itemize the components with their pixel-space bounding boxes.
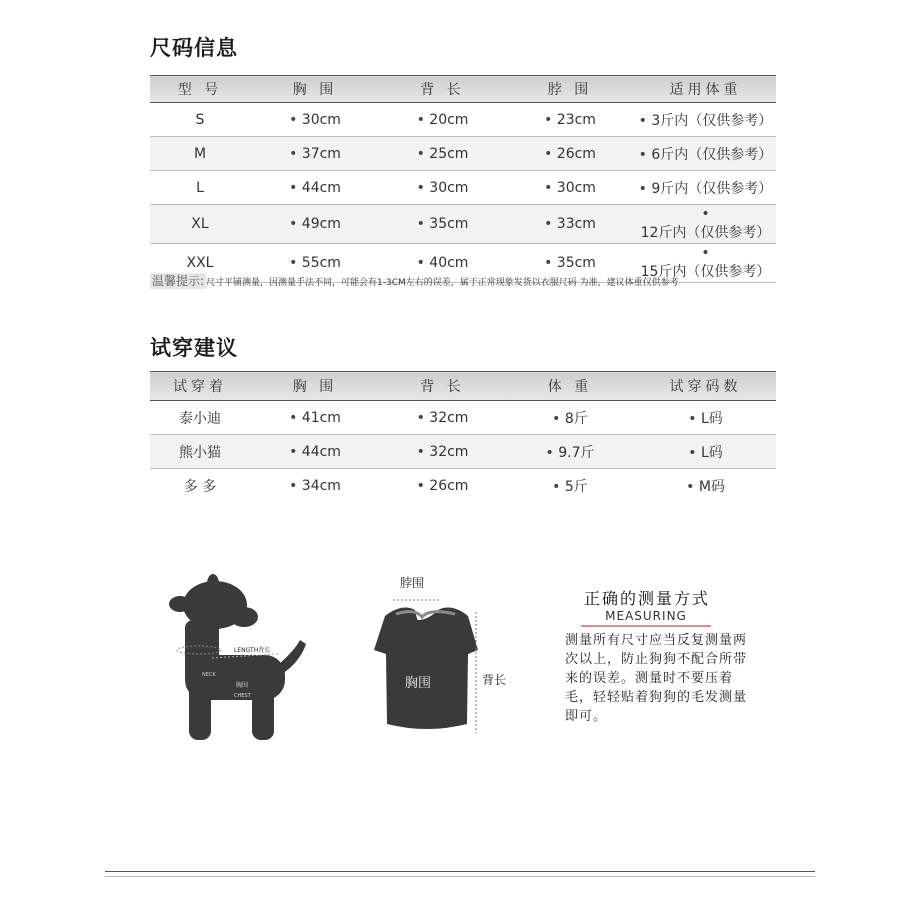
neck-cell: • 23cm xyxy=(505,103,635,137)
back-length-cell: • 35cm xyxy=(380,205,505,244)
back-length-cell: • 20cm xyxy=(380,103,505,137)
table-row xyxy=(150,103,776,137)
chest-cell: • 55cm xyxy=(250,244,380,283)
try-on-title: 试穿建议 xyxy=(150,336,238,360)
neck-cell: • 33cm xyxy=(505,205,635,244)
table-row xyxy=(150,171,776,205)
chest-cell: • 41cm xyxy=(250,401,380,435)
column-header: 胸 围 xyxy=(250,76,380,103)
column-header: 脖 围 xyxy=(505,76,635,103)
length-label: LENGTH背长 xyxy=(234,647,271,654)
weight-cell: • 9.7斤 xyxy=(505,435,635,469)
measuring-guide xyxy=(565,586,765,726)
back-length-cell: • 25cm xyxy=(380,137,505,171)
size-cell: XL xyxy=(150,205,250,244)
dog-name-cell: 泰小迪 xyxy=(150,401,250,435)
weight-cell: • 8斤 xyxy=(505,401,635,435)
footer-divider-secondary xyxy=(105,876,815,877)
chest-cn-label: 胸围 xyxy=(236,682,249,689)
table-row xyxy=(150,205,776,244)
chest-cell: • 30cm xyxy=(250,103,380,137)
column-header: 胸 围 xyxy=(250,372,380,401)
neck-label: NECK xyxy=(202,672,216,678)
chest-cell: • 49cm xyxy=(250,205,380,244)
weight-cell: • 9斤内（仅供参考） xyxy=(635,171,776,205)
back-length-cell: • 32cm xyxy=(380,401,505,435)
back-length-cell: • 30cm xyxy=(380,171,505,205)
table-row xyxy=(150,137,776,171)
column-header: 适用体重 xyxy=(635,76,776,103)
chest-cell: • 34cm xyxy=(250,469,380,503)
size-info-title: 尺码信息 xyxy=(150,36,238,60)
table-row xyxy=(150,435,776,469)
dog-name-cell: 多 多 xyxy=(183,478,217,495)
shirt-chest-label: 胸围 xyxy=(405,676,432,691)
chest-en-label: CHEST xyxy=(234,693,251,699)
dog-silhouette xyxy=(169,574,306,740)
measuring-text: 测量所有尺寸应当反复测量两次以上，防止狗狗不配合所带来的误差。测量时不要压着毛，轻轻贴着狗狗的毛发测量即可。 xyxy=(565,633,748,724)
back-length-cell: • 32cm xyxy=(380,435,505,469)
size-cell: • M码 xyxy=(635,469,776,503)
column-header: 背 长 xyxy=(380,372,505,401)
size-cell: XXL xyxy=(150,244,250,283)
footer-divider xyxy=(105,871,815,872)
size-tip xyxy=(150,272,790,289)
try-on-table xyxy=(150,371,776,502)
column-header: 型 号 xyxy=(150,76,250,103)
measuring-subtitle: MEASURING xyxy=(581,609,711,627)
dog-measurement-illustration xyxy=(160,570,310,750)
weight-cell: • 3斤内（仅供参考） xyxy=(635,103,776,137)
size-cell: • L码 xyxy=(635,435,776,469)
back-length-cell: • 40cm xyxy=(380,244,505,283)
weight-cell: • 5斤 xyxy=(505,469,635,503)
neck-cell: • 30cm xyxy=(505,171,635,205)
size-cell: L xyxy=(150,171,250,205)
neck-cell: • 26cm xyxy=(505,137,635,171)
column-header: 试穿码数 xyxy=(635,372,776,401)
tip-label: 温馨提示: xyxy=(152,274,205,288)
size-table xyxy=(150,75,776,283)
chest-cell: • 37cm xyxy=(250,137,380,171)
measuring-title: 正确的测量方式 xyxy=(583,589,710,608)
neck-cell: • 35cm xyxy=(505,244,635,283)
chest-cell: • 44cm xyxy=(250,435,380,469)
tip-text: 尺寸平铺测量，因测量手法不同，可能会有1-3CM左右的误差，属于正常现象发货以衣服尺码 为准，建议体重仅供参考 xyxy=(206,278,679,288)
chest-cell: • 44cm xyxy=(250,171,380,205)
shirt-silhouette xyxy=(374,608,478,729)
back-length-cell: • 26cm xyxy=(380,469,505,503)
size-cell: M xyxy=(150,137,250,171)
size-cell: • L码 xyxy=(635,401,776,435)
weight-cell: • 12斤内（仅供参考） xyxy=(635,205,776,244)
table-row xyxy=(150,401,776,435)
weight-cell: • 6斤内（仅供参考） xyxy=(635,137,776,171)
dog-name-cell: 熊小猫 xyxy=(150,435,250,469)
table-header-row xyxy=(150,372,776,401)
shirt-neck-label: 脖围 xyxy=(400,576,425,590)
shirt-length-label: 背长 xyxy=(482,673,507,687)
table-header-row xyxy=(150,76,776,103)
size-cell: S xyxy=(150,103,250,137)
table-row xyxy=(150,469,776,503)
shirt-measurement-illustration xyxy=(360,570,520,740)
column-header: 体 重 xyxy=(505,372,635,401)
column-header: 试穿着 xyxy=(150,372,250,401)
weight-cell: • 15斤内（仅供参考） xyxy=(635,244,776,283)
column-header: 背 长 xyxy=(380,76,505,103)
